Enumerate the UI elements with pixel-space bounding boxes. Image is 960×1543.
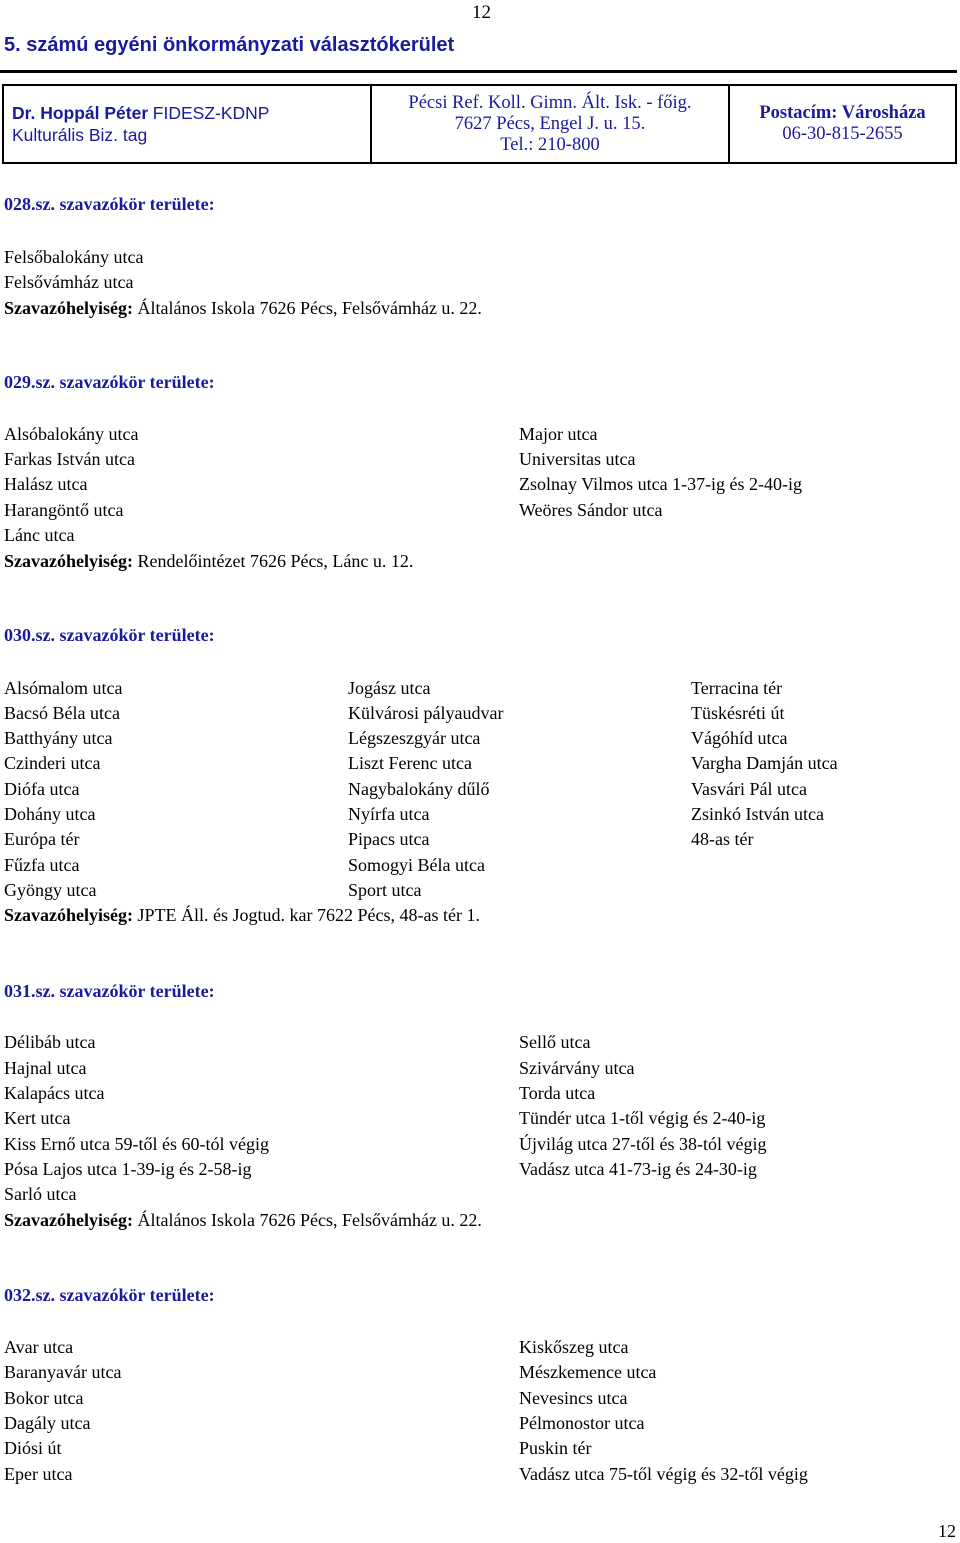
street-item: Vargha Damján utca <box>691 753 838 773</box>
street-item: Zsolnay Vilmos utca 1-37-ig és 2-40-ig <box>519 474 803 494</box>
polling-location <box>4 903 480 928</box>
street-item: Sport utca <box>348 880 422 900</box>
street-item: Pipacs utca <box>348 829 430 849</box>
street-item: Liszt Ferenc utca <box>348 753 472 773</box>
title-divider <box>0 70 957 73</box>
street-item: Bokor utca <box>4 1388 84 1408</box>
street-item: Gyöngy utca <box>4 880 97 900</box>
street-item: Baranyavár utca <box>4 1362 122 1382</box>
street-item: Európa tér <box>4 829 80 849</box>
street-item: Major utca <box>519 424 598 444</box>
street-item: Lánc utca <box>4 525 75 545</box>
polling-location <box>4 296 482 321</box>
street-item: Dagály utca <box>4 1413 91 1433</box>
street-item: Hajnal utca <box>4 1058 87 1078</box>
street-item: Kert utca <box>4 1108 71 1128</box>
polling-location <box>4 549 413 574</box>
street-item: Sarló utca <box>4 1184 77 1204</box>
office-line-2: 7627 Pécs, Engel J. u. 15. <box>454 113 646 134</box>
representative-party: FIDESZ-KDNP <box>152 102 270 123</box>
street-item: Somogyi Béla utca <box>348 855 485 875</box>
street-item: Nagybalokány dűlő <box>348 779 490 799</box>
street-item: Pélmonostor utca <box>519 1413 645 1433</box>
street-item: Szivárvány utca <box>519 1058 635 1078</box>
street-item: Nyírfa utca <box>348 804 430 824</box>
street-item: Puskin tér <box>519 1438 592 1458</box>
polling-label: Szavazóhelyiség: <box>4 551 133 571</box>
polling-label: Szavazóhelyiség: <box>4 905 133 925</box>
street-item: Kiss Ernő utca 59-től és 60-tól végig <box>4 1134 269 1154</box>
street-item: Tüskésréti út <box>691 703 785 723</box>
street-item: Harangöntő utca <box>4 500 124 520</box>
street-item: Sellő utca <box>519 1032 591 1052</box>
street-item: Avar utca <box>4 1337 74 1357</box>
street-item: Délibáb utca <box>4 1032 96 1052</box>
street-item: Dohány utca <box>4 804 96 824</box>
polling-address: Általános Iskola 7626 Pécs, Felsővámház u. 22. <box>137 1210 482 1230</box>
street-item: Farkas István utca <box>4 449 135 469</box>
street-item: Kiskőszeg utca <box>519 1337 629 1357</box>
postal-cell <box>729 85 956 163</box>
street-item: Tündér utca 1-től végig és 2-40-ig <box>519 1108 766 1128</box>
street-item: Universitas utca <box>519 449 636 469</box>
page-number-bottom: 12 <box>938 1521 956 1541</box>
street-item: Külvárosi pályaudvar <box>348 703 504 723</box>
polling-address: Általános Iskola 7626 Pécs, Felsővámház u. 22. <box>137 298 482 318</box>
polling-address: JPTE Áll. és Jogtud. kar 7622 Pécs, 48-as tér 1. <box>137 905 480 925</box>
street-item: Légszeszgyár utca <box>348 728 481 748</box>
street-item: Diófa utca <box>4 779 80 799</box>
office-cell <box>371 85 729 163</box>
representative-table <box>2 84 957 164</box>
street-item: Jogász utca <box>348 678 431 698</box>
street-item: Batthyány utca <box>4 728 113 748</box>
street-item: Terracina tér <box>691 678 783 698</box>
representative-name: Dr. Hoppál Péter <box>12 102 149 123</box>
street-item: Kalapács utca <box>4 1083 105 1103</box>
street-item: Nevesincs utca <box>519 1388 628 1408</box>
section-030-title: 030.sz. szavazókör területe: <box>4 625 215 645</box>
polling-address: Rendelőintézet 7626 Pécs, Lánc u. 12. <box>137 551 414 571</box>
street-item: Felsőbalokány utca <box>4 247 144 267</box>
street-item: Alsóbalokány utca <box>4 424 139 444</box>
street-item: 48-as tér <box>691 829 754 849</box>
postal-address: Postacím: Városháza <box>759 103 926 123</box>
office-line-1: Pécsi Ref. Koll. Gimn. Ált. Isk. - főig. <box>408 92 692 113</box>
street-item: Zsinkó István utca <box>691 804 824 824</box>
representative-cell <box>3 85 371 163</box>
street-item: Halász utca <box>4 474 88 494</box>
street-item: Diósi út <box>4 1438 62 1458</box>
polling-label: Szavazóhelyiség: <box>4 298 133 318</box>
street-item: Vágóhíd utca <box>691 728 788 748</box>
street-item: Vasvári Pál utca <box>691 779 807 799</box>
section-028-title: 028.sz. szavazókör területe: <box>4 194 215 214</box>
section-032-title: 032.sz. szavazókör területe: <box>4 1285 215 1305</box>
street-item: Torda utca <box>519 1083 596 1103</box>
section-031-title: 031.sz. szavazókör területe: <box>4 981 215 1001</box>
representative-role: Kulturális Biz. tag <box>12 124 148 145</box>
street-item: Weöres Sándor utca <box>519 500 663 520</box>
street-item: Felsővámház utca <box>4 272 134 292</box>
street-item: Czinderi utca <box>4 753 101 773</box>
street-item: Mészkemence utca <box>519 1362 657 1382</box>
street-item: Bacsó Béla utca <box>4 703 120 723</box>
street-item: Vadász utca 75-től végig és 32-től végig <box>519 1464 808 1484</box>
street-item: Alsómalom utca <box>4 678 123 698</box>
street-item: Újvilág utca 27-től és 38-tól végig <box>519 1134 767 1154</box>
street-item: Eper utca <box>4 1464 73 1484</box>
polling-location <box>4 1208 482 1233</box>
street-item: Fűzfa utca <box>4 855 80 875</box>
district-title: 5. számú egyéni önkormányzati választókerület <box>4 34 455 56</box>
page-number-top: 12 <box>472 2 491 23</box>
street-item: Vadász utca 41-73-ig és 24-30-ig <box>519 1159 757 1179</box>
section-029-title: 029.sz. szavazókör területe: <box>4 372 215 392</box>
street-item: Pósa Lajos utca 1-39-ig és 2-58-ig <box>4 1159 252 1179</box>
postal-phone: 06-30-815-2655 <box>782 124 903 144</box>
polling-label: Szavazóhelyiség: <box>4 1210 133 1230</box>
office-line-3: Tel.: 210-800 <box>500 134 600 155</box>
